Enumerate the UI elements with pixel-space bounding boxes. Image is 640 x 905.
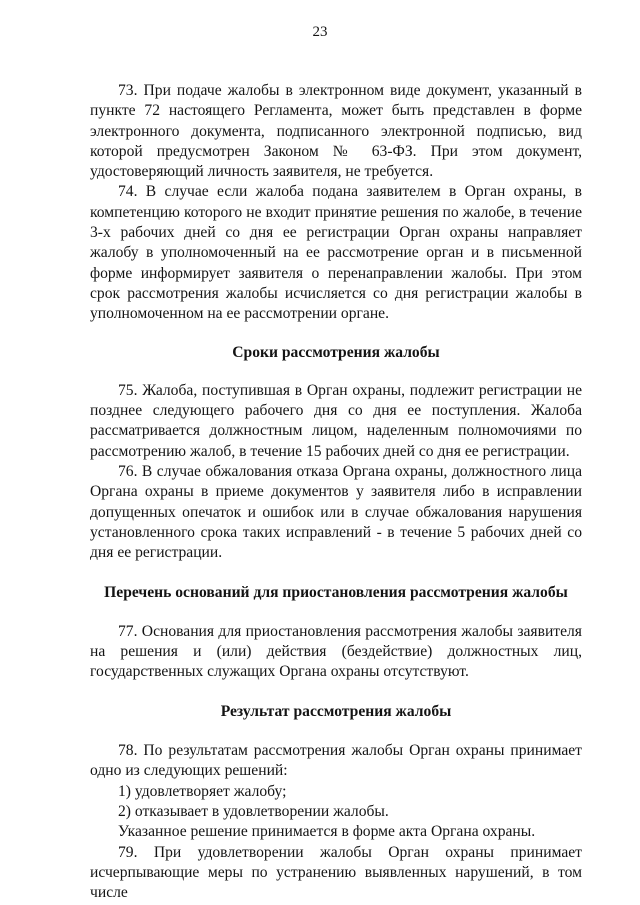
paragraph-76: 76. В случае обжалования отказа Органа охраны, должностного лица Органа охраны в приеме документов у заявителя либо в исправлении допущенных опечаток и ошибок или в случае обжалования нарушения установленного срока таких исправлений - в течение 5 рабочих дней со дня ее регистрации. <box>90 463 582 562</box>
paragraph-74: 74. В случае если жалоба подана заявителем в Орган охраны, в компетенцию которого не входит принятие решения по жалобе, в течение 3-х рабочих дней со дня ее регистрации Орган охраны направляет жалобу в уполномоченный на ее рассмотрение орган и в письменной форме информирует заявителя о перенаправлении жалобы. При этом срок рассмотрения жалобы исчисляется со дня регистрации жалобы в уполномоченном на ее рассмотрении органе. <box>90 183 582 323</box>
paragraph-78: 78. По результатам рассмотрения жалобы Орган охраны принимает одно из следующих решений: <box>90 742 582 780</box>
list-item-78-1: 1) удовлетворяет жалобу; <box>118 782 287 800</box>
paragraph-73: 73. При подаче жалобы в электронном виде документ, указанный в пункте 72 настоящего Регламента, может быть представлен в форме электронного документа, подписанного электронной подписью, вид которой предусмотрен Законом № 63-ФЗ. При этом документ, удостоверяющий личность заявителя, не требуется. <box>90 82 582 181</box>
list-item-78-2: 2) отказывает в удовлетворении жалобы. <box>118 802 389 820</box>
page-number: 23 <box>312 24 328 40</box>
paragraph-75: 75. Жалоба, поступившая в Орган охраны, подлежит регистрации не позднее следующего рабочего дня со дня ее поступления. Жалоба рассматривается должностным лицом, наделенным полномочиями по рассмотрению жалоб, в течение 15 рабочих дней со дня ее регистрации. <box>90 381 582 460</box>
paragraph-78-note: Указанное решение принимается в форме акта Органа охраны. <box>118 823 536 841</box>
document-body <box>90 81 582 903</box>
section-heading-result: Результат рассмотрения жалобы <box>220 702 452 720</box>
paragraph-79: 79. При удовлетворении жалобы Орган охраны принимает исчерпывающие меры по устранению выявленных нарушений, в том числе <box>90 843 582 902</box>
section-heading-terms: Сроки рассмотрения жалобы <box>232 343 440 361</box>
paragraph-77: 77. Основания для приостановления рассмотрения жалобы заявителя на решения и (или) действия (бездействие) должностных лиц, государственных служащих Органа охраны отсутствуют. <box>90 622 582 681</box>
section-heading-grounds: Перечень оснований для приостановления рассмотрения жалобы <box>104 583 568 601</box>
